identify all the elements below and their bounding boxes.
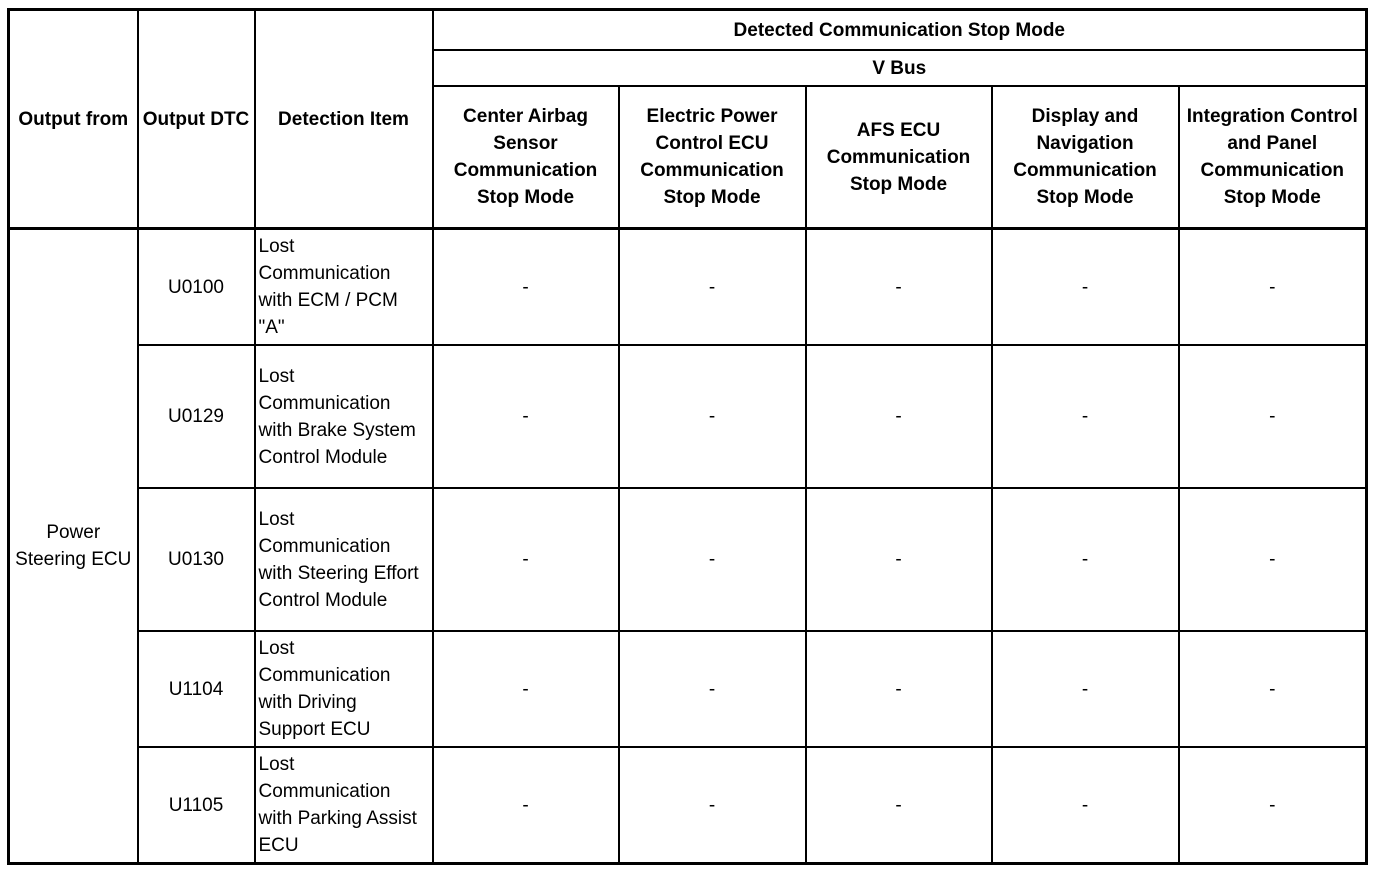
detection-item-cell: Lost Communication with Brake System Control Module: [255, 345, 433, 488]
header-mode-5: Integration Control and Panel Communication Stop Mode: [1179, 86, 1367, 229]
mode-cell: -: [433, 631, 619, 747]
detection-item-cell: Lost Communication with ECM / PCM "A": [255, 229, 433, 346]
dtc-cell: U0129: [138, 345, 255, 488]
dtc-cell: U1104: [138, 631, 255, 747]
mode-cell: -: [806, 631, 992, 747]
table-row: [9, 488, 1367, 631]
mode-cell: -: [619, 747, 806, 864]
output-from-cell: Power Steering ECU: [9, 229, 138, 864]
mode-cell: -: [619, 631, 806, 747]
header-output-dtc: Output DTC: [138, 10, 255, 229]
mode-cell: -: [619, 488, 806, 631]
dtc-table: [7, 8, 1368, 865]
mode-cell: -: [433, 747, 619, 864]
table-row: [9, 747, 1367, 864]
table-row: [9, 345, 1367, 488]
header-mode-2: Electric Power Control ECU Communication Stop Mode: [619, 86, 806, 229]
mode-cell: -: [806, 229, 992, 346]
detection-item-cell: Lost Communication with Driving Support ECU: [255, 631, 433, 747]
mode-cell: -: [619, 345, 806, 488]
header-bus: V Bus: [433, 50, 1367, 86]
mode-cell: -: [1179, 229, 1367, 346]
header-mode-3: AFS ECU Communication Stop Mode: [806, 86, 992, 229]
header-mode-1: Center Airbag Sensor Communication Stop Mode: [433, 86, 619, 229]
mode-cell: -: [992, 747, 1179, 864]
mode-cell: -: [806, 345, 992, 488]
detection-item-cell: Lost Communication with Steering Effort Control Module: [255, 488, 433, 631]
mode-cell: -: [433, 488, 619, 631]
mode-cell: -: [806, 488, 992, 631]
header-mode-4: Display and Navigation Communication Stop Mode: [992, 86, 1179, 229]
mode-cell: -: [433, 229, 619, 346]
dtc-cell: U0100: [138, 229, 255, 346]
header-detection-item: Detection Item: [255, 10, 433, 229]
mode-cell: -: [1179, 345, 1367, 488]
mode-cell: -: [433, 345, 619, 488]
mode-cell: -: [992, 631, 1179, 747]
mode-cell: -: [619, 229, 806, 346]
header-detected-mode: Detected Communication Stop Mode: [433, 10, 1367, 51]
mode-cell: -: [806, 747, 992, 864]
detection-item-cell: Lost Communication with Parking Assist ECU: [255, 747, 433, 864]
mode-cell: -: [992, 229, 1179, 346]
mode-cell: -: [1179, 631, 1367, 747]
mode-cell: -: [992, 488, 1179, 631]
dtc-cell: U0130: [138, 488, 255, 631]
header-output-from: Output from: [9, 10, 138, 229]
mode-cell: -: [1179, 747, 1367, 864]
table-row: [9, 631, 1367, 747]
mode-cell: -: [1179, 488, 1367, 631]
dtc-table-container: [7, 8, 1368, 865]
mode-cell: -: [992, 345, 1179, 488]
dtc-cell: U1105: [138, 747, 255, 864]
table-row: [9, 229, 1367, 346]
